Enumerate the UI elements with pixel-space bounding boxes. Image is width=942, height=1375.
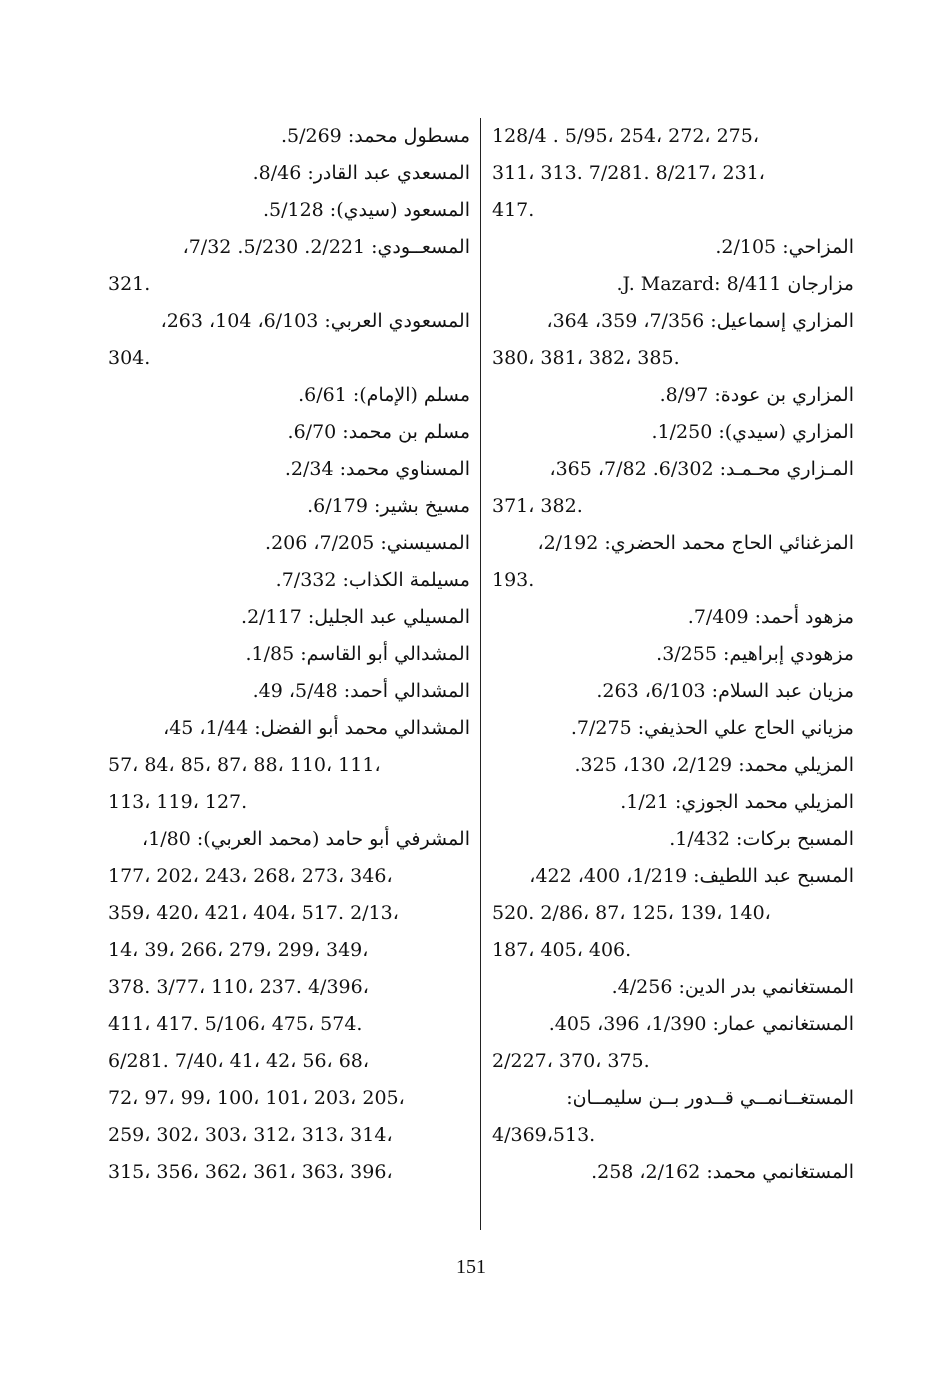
index-entry: المسبح عبد اللطيف: 1/219، 400، 422،: [529, 865, 854, 887]
index-entry: المسيلي عبد الجليل: 2/117.: [241, 606, 470, 628]
index-column-left: [108, 118, 470, 1191]
index-entry: المسناوي محمد: 2/34.: [284, 458, 470, 480]
index-entry: المسعودي العربي: 6/103، 104، 263،: [160, 310, 470, 332]
index-entry-continuation: 417.: [492, 199, 535, 221]
index-entry-continuation: 411، 417. 5/106، 475، 574.: [108, 1013, 363, 1035]
index-entry: المزيلي محمد الجوزي: 1/21.: [620, 791, 854, 813]
index-entry-continuation: 177، 202، 243، 268، 273، 346،: [108, 865, 393, 887]
index-entry-continuation: 6/281. 7/40، 41، 42، 56، 68،: [108, 1050, 370, 1072]
index-entry: مزهود أحمد: 7/409.: [687, 606, 854, 628]
index-entry-continuation: 315، 356، 362، 361، 363، 396،: [108, 1161, 393, 1183]
index-entry: المشدالي أحمد: 5/48، 49.: [252, 680, 470, 702]
index-entry-continuation: 311، 313. 7/281. 8/217، 231،: [492, 162, 765, 184]
index-entry: مسطول محمد: 5/269.: [280, 125, 470, 147]
index-entry-continuation: 14، 39، 266، 279، 299، 349،: [108, 939, 369, 961]
index-entry-continuation: 259، 302، 303، 312، 313، 314،: [108, 1124, 393, 1146]
index-entry: المزاري بن عودة: 8/97.: [659, 384, 854, 406]
index-entry-continuation: 371، 382.: [492, 495, 583, 517]
index-entry: المسعدي عبد القادر: 8/46.: [252, 162, 470, 184]
column-divider: [480, 118, 481, 1230]
index-entry-continuation: 304.: [108, 347, 151, 369]
index-entry: المزاري (سيدي): 1/250.: [651, 421, 854, 443]
index-entry-continuation: 520. 2/86، 87، 125، 139، 140،: [492, 902, 771, 924]
index-entry: مزيان عبد السلام: 6/103، 263.: [596, 680, 854, 702]
index-column-right: [492, 118, 854, 1191]
index-entry-continuation: 380، 381، 382، 385.: [492, 347, 680, 369]
index-entry-continuation: 57، 84، 85، 87، 88، 110، 111،: [108, 754, 381, 776]
index-entry: المستغــانمــي قــدور بــن سليمــان:: [566, 1087, 854, 1109]
index-entry: المشدالي أبو القاسم: 1/85.: [245, 643, 470, 665]
index-entry: المشدالي محمد أبو الفضل: 1/44، 45،: [163, 717, 470, 739]
index-entry: المـزاري محـمـد: 6/302. 7/82، 365،: [549, 458, 854, 480]
index-entry: مسلم (الإمام): 6/61.: [298, 384, 470, 406]
index-entry: المستغانمي عمار: 1/390، 396، 405.: [548, 1013, 854, 1035]
index-entry: مزهودي إبراهيم: 3/255.: [656, 643, 854, 665]
index-entry: المزاري إسماعيل: 7/356، 359، 364،: [546, 310, 854, 332]
index-entry: المزاحي: 2/105.: [715, 236, 854, 258]
index-entry: المزيلي محمد: 2/129، 130، 325.: [574, 754, 854, 776]
index-entry: مزياني الحاج علي الحذيفي: 7/275.: [570, 717, 854, 739]
index-entry: المزغنائي الحاج محمد الحضري: 2/192،: [537, 532, 854, 554]
index-entry: مزارجان J. Mazard: 8/411.: [616, 273, 854, 295]
index-entry: مسلم بن محمد: 6/70.: [287, 421, 470, 443]
index-entry: المشرفي أبو حامد (محمد العربي): 1/80،: [142, 828, 470, 850]
index-entry-continuation: 113، 119، 127.: [108, 791, 248, 813]
index-entry-continuation: 193.: [492, 569, 535, 591]
index-entry: المستغانمي محمد: 2/162، 258.: [591, 1161, 854, 1183]
index-entry-continuation: 321.: [108, 273, 151, 295]
index-entry-continuation: 359، 420، 421، 404، 517. 2/13،: [108, 902, 399, 924]
index-entry: مسيلمة الكذاب: 7/332.: [275, 569, 470, 591]
index-entry-continuation: 187، 405، 406.: [492, 939, 632, 961]
index-entry: مسيخ بشير: 6/179.: [307, 495, 470, 517]
index-entry: المستغانمي بدر الدين: 4/256.: [611, 976, 854, 998]
index-entry-continuation: 72، 97، 99، 100، 101، 203، 205،: [108, 1087, 405, 1109]
index-entry-continuation: 4/369،513.: [492, 1124, 596, 1146]
index-entry: المسيسني: 7/205، 206.: [265, 532, 470, 554]
index-entry: المسعود (سيدي): 5/128.: [262, 199, 470, 221]
index-entry: المسعــودي: 2/221. 5/230. 7/32،: [182, 236, 470, 258]
index-entry: المسبح بركات: 1/432.: [669, 828, 854, 850]
index-entry-continuation: 378. 3/77، 110، 237. 4/396،: [108, 976, 369, 998]
index-entry: 128/4 . 5/95، 254، 272، 275،: [492, 125, 759, 147]
index-entry-continuation: 2/227، 370، 375.: [492, 1050, 650, 1072]
page-number: 151: [456, 1256, 486, 1278]
